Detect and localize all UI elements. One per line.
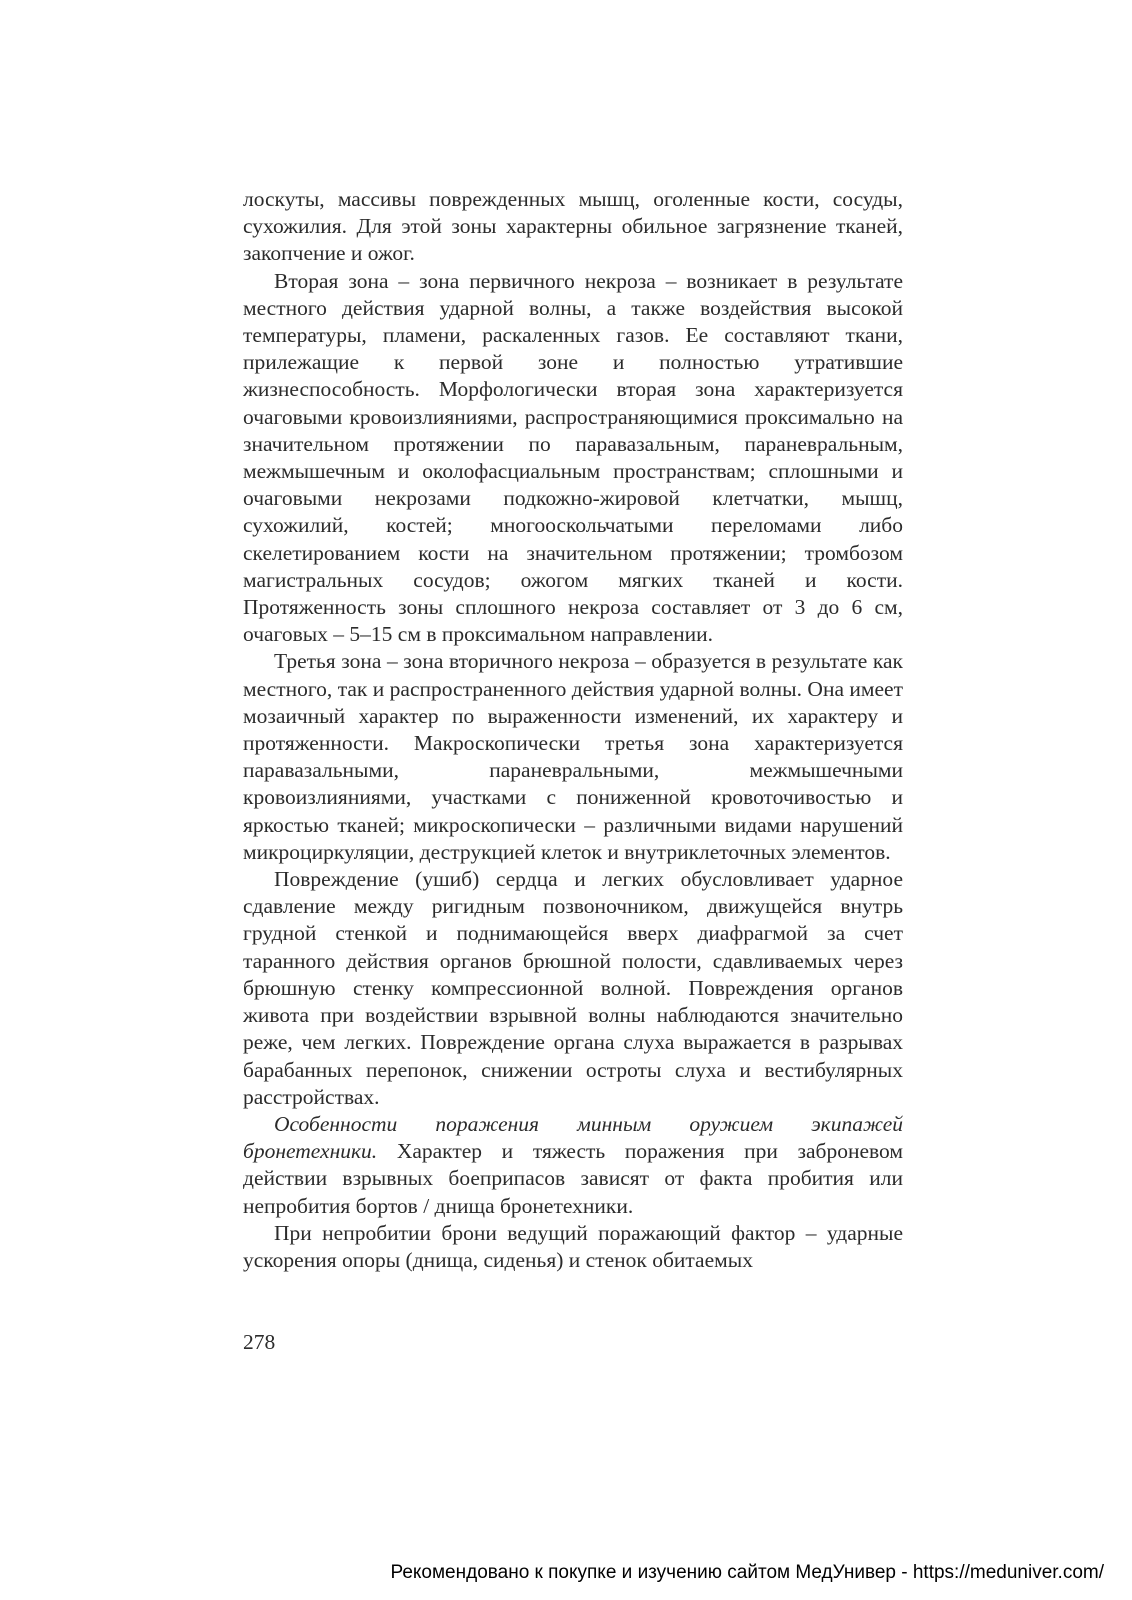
body-text bbox=[243, 186, 903, 1274]
paragraph-3: Третья зона – зона вторичного некроза – образуется в результате как местного, так и распространенного действия ударной волны. Она имеет мозаичный характер по выраженности изменений, их характеру и протяженности. Макроскопически третья зона характеризуется паравазальными, параневральными, межмышечными кровоизлияниями, участками с пониженной кровоточивостью и яркостью тканей; микроскопически – различными видами нарушений микроциркуляции, деструкцией клеток и внутриклеточных элементов. bbox=[243, 649, 903, 864]
paragraph-6: При непробитии брони ведущий поражающий фактор – ударные ускорения опоры (днища, сиденья) и стенок обитаемых bbox=[243, 1220, 903, 1272]
paragraph-2: Вторая зона – зона первичного некроза – возникает в результате местного действия ударной волны, а также воздействия высокой температуры, пламени, раскаленных газов. Ее составляют ткани, прилежащие к первой зоне и полностью утратившие жизнеспособность. Морфологически вторая зона характеризуется очаговыми кровоизлияниями, распространяющимися проксимально на значительном протяжении по паравазальным, параневральным, межмышечным и околофасциальным пространствам; сплошными и очаговыми некрозами подкожно-жировой клетчатки, мышц, сухожилий, костей; многооскольчатыми переломами либо скелетированием кости на значительном протяжении; тромбозом магистральных сосудов; ожогом мягких тканей и кости. Протяженность зоны сплошного некроза составляет от 3 до 6 см, очаговых – 5–15 см в проксимальном направлении. bbox=[243, 268, 903, 647]
italic-heading: Особенности поражения минным оружием экипажей бронетехники. bbox=[243, 1111, 903, 1164]
paragraph-5-text: Характер и тяжесть поражения при заброневом действии взрывных боеприпасов зависят от факта пробития или непробития бортов / днища бронетехники. bbox=[243, 1139, 903, 1218]
page-number: 278 bbox=[243, 1330, 276, 1354]
paragraph-5 bbox=[243, 1111, 903, 1220]
paragraph-1: лоскуты, массивы поврежденных мышц, оголенные кости, сосуды, сухожилия. Для этой зоны характерны обильное загрязнение тканей, закопчение и ожог. bbox=[243, 187, 903, 266]
footer-watermark-text: Рекомендовано к покупке и изучению сайтом МедУнивер - https://meduniver.com/ bbox=[390, 1562, 1104, 1583]
paragraph-4: Повреждение (ушиб) сердца и легких обусловливает ударное сдавление между ригидным позвоночником, движущейся внутрь грудной стенкой и поднимающейся вверх диафрагмой за счет таранного действия органов брюшной полости, сдавливаемых через брюшную стенку компрессионной волной. Повреждения органов живота при воздействии взрывной волны наблюдаются значительно реже, чем легких. Повреждение органа слуха выражается в разрывах барабанных перепонок, снижении остроты слуха и вестибулярных расстройствах. bbox=[243, 867, 903, 1109]
